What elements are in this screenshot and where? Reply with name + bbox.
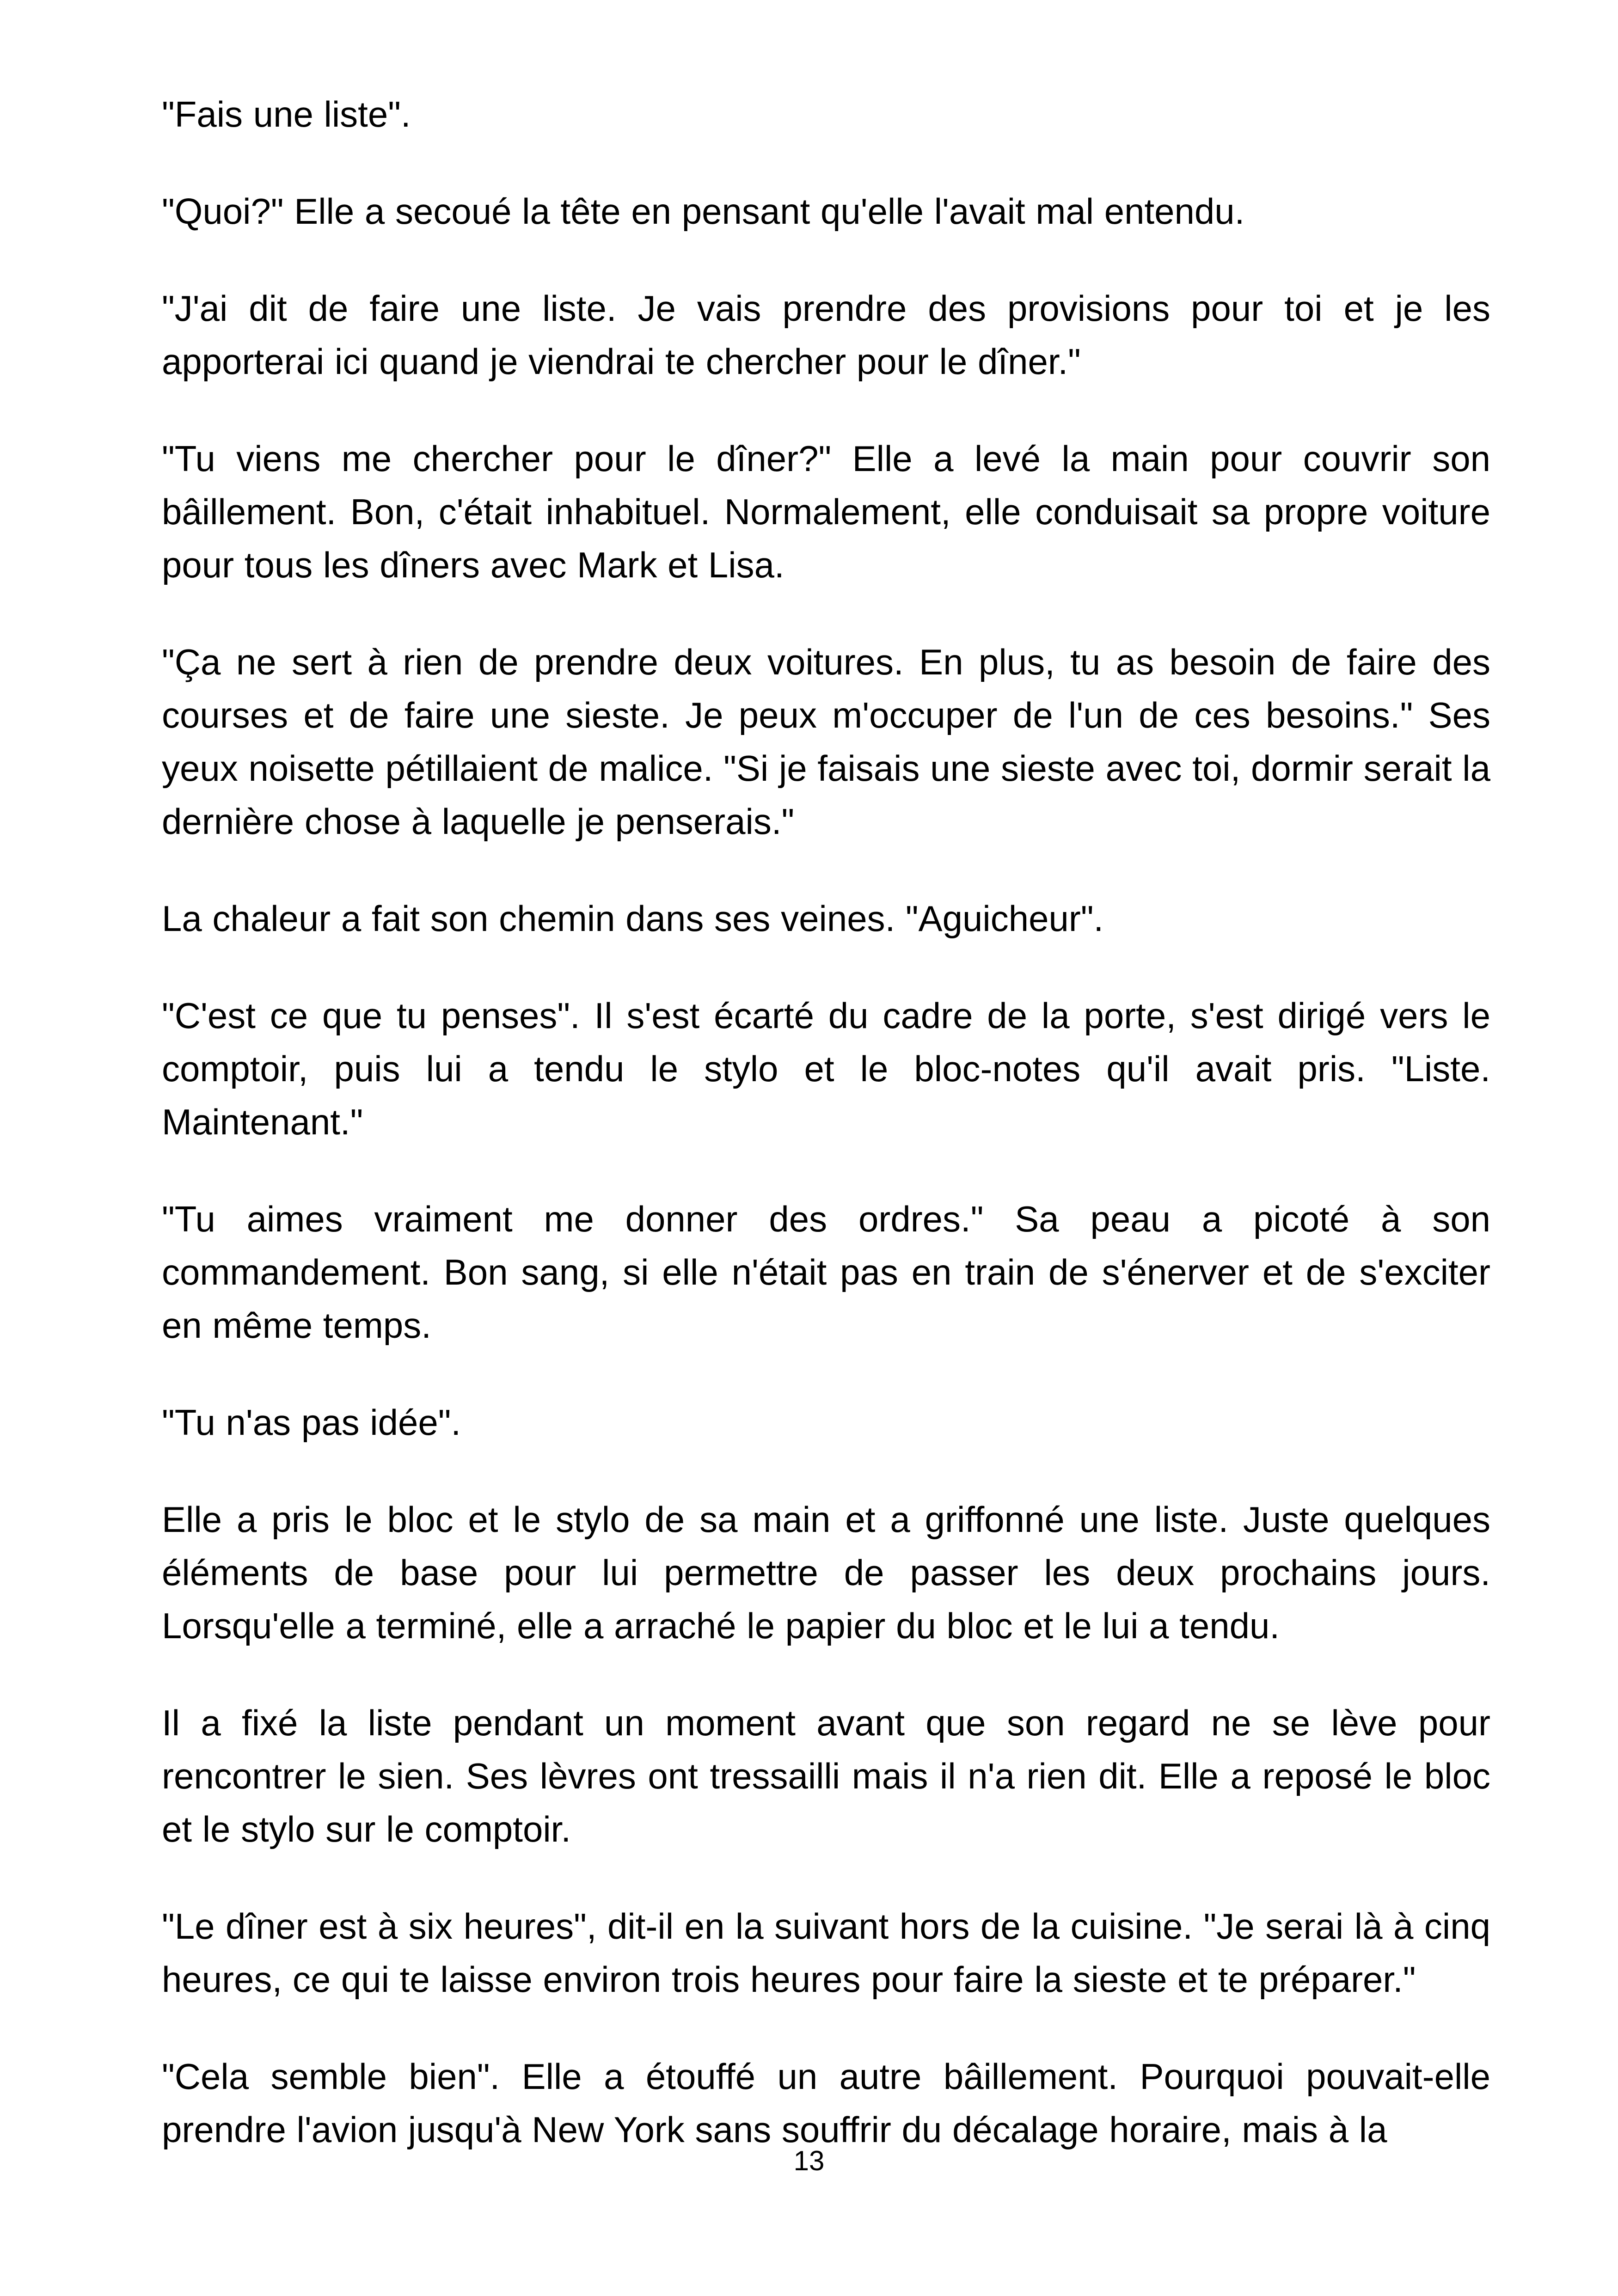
paragraph: "Le dîner est à six heures", dit-il en la suivant hors de la cuisine. "Je serai là à cinq heures, ce qui te laisse environ trois heures pour faire la sieste et te préparer.": [162, 1906, 1490, 2000]
paragraph: Elle a pris le bloc et le stylo de sa main et a griffonné une liste. Juste quelques éléments de base pour lui permettre de passer les deux prochains jours. Lorsqu'elle a terminé, elle a arraché le papier du bloc et le lui a tendu.: [162, 1499, 1490, 1646]
body-text: [162, 88, 1490, 2156]
paragraph: "C'est ce que tu penses". Il s'est écarté du cadre de la porte, s'est dirigé vers le comptoir, puis lui a tendu le stylo et le bloc-notes qu'il avait pris. "Liste. Maintenant.": [162, 995, 1490, 1142]
paragraph: La chaleur a fait son chemin dans ses veines. "Aguicheur".: [162, 898, 1104, 939]
page-number: 13: [793, 2145, 825, 2176]
paragraph: "Tu aimes vraiment me donner des ordres." Sa peau a picoté à son commandement. Bon sang, si elle n'était pas en train de s'énerver et de s'exciter en même temps.: [162, 1199, 1490, 1346]
paragraph: "Quoi?" Elle a secoué la tête en pensant qu'elle l'avait mal entendu.: [162, 191, 1245, 232]
paragraph: "Tu viens me chercher pour le dîner?" Elle a levé la main pour couvrir son bâillement. Bon, c'était inhabituel. Normalement, elle conduisait sa propre voiture pour tous les dîners avec Mark et Lisa.: [162, 438, 1490, 585]
paragraph: "Cela semble bien". Elle a étouffé un autre bâillement. Pourquoi pouvait-elle prendre l'avion jusqu'à New York sans souffrir du décalage horaire, mais à la: [162, 2056, 1490, 2150]
paragraph: Il a fixé la liste pendant un moment avant que son regard ne se lève pour rencontrer le sien. Ses lèvres ont tressailli mais il n'a rien dit. Elle a reposé le bloc et le stylo sur le comptoir.: [162, 1702, 1490, 1849]
paragraph: "Ça ne sert à rien de prendre deux voitures. En plus, tu as besoin de faire des courses et de faire une sieste. Je peux m'occuper de l'un de ces besoins." Ses yeux noisette pétillaient de malice. "Si je faisais une sieste avec toi, dormir serait la dernière chose à laquelle je penserais.": [162, 642, 1490, 842]
paragraph: "Tu n'as pas idée".: [162, 1402, 461, 1443]
paragraph: "Fais une liste".: [162, 94, 411, 135]
paragraph: "J'ai dit de faire une liste. Je vais prendre des provisions pour toi et je les apporterai ici quand je viendrai te chercher pour le dîner.": [162, 288, 1490, 382]
